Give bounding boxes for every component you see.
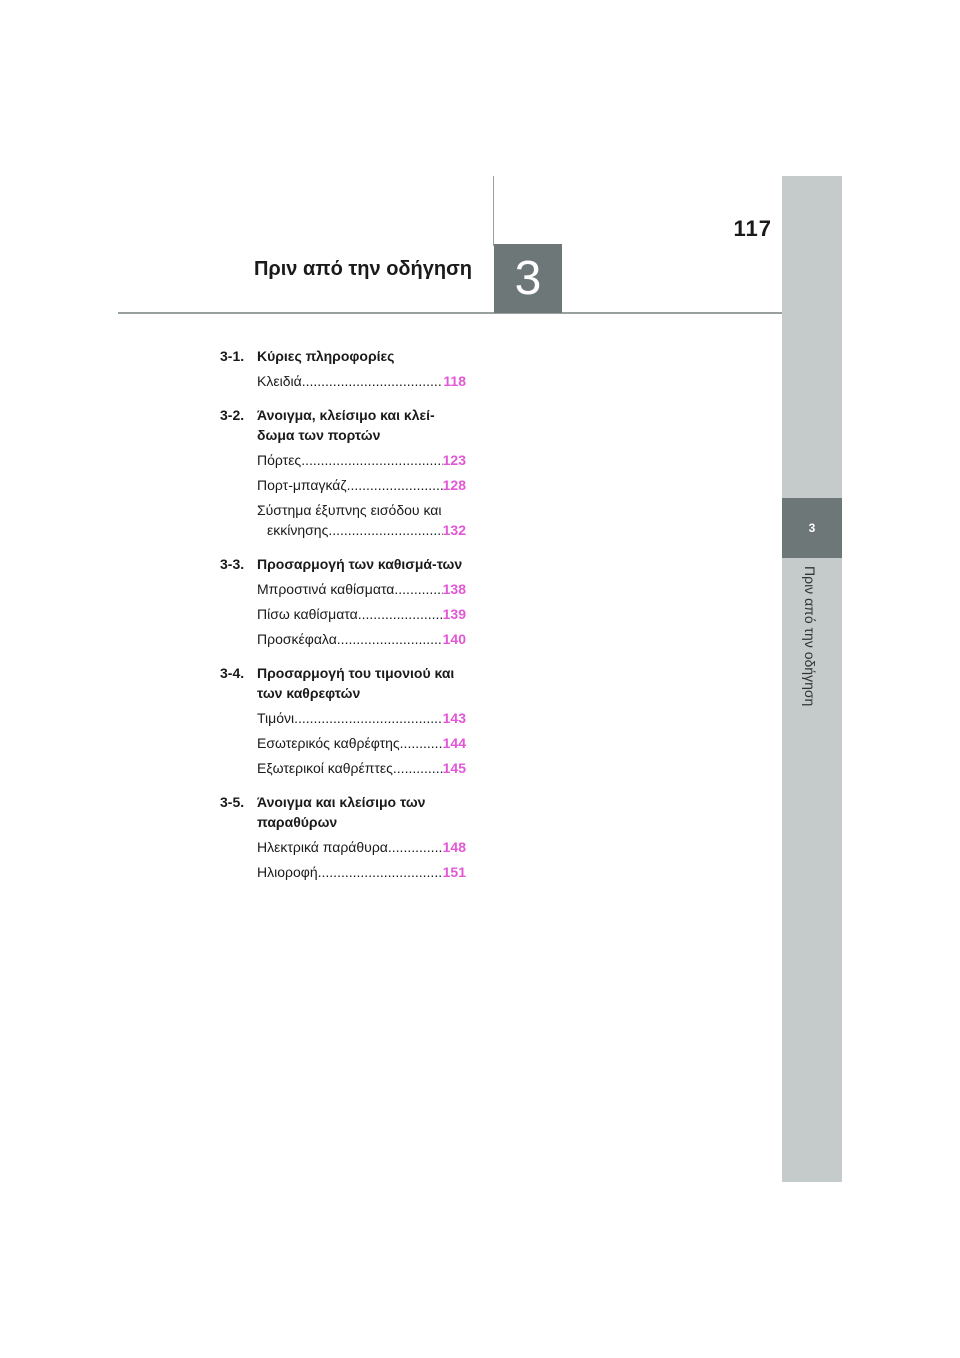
- toc-section-3-1: 3-1. Κύριες πληροφορίες: [220, 348, 395, 364]
- page-link[interactable]: 145: [442, 760, 466, 776]
- chapter-title: Πριν από την οδήγηση: [253, 258, 472, 280]
- toc-entry[interactable]: Μπροστινά καθίσματα ..... 138: [220, 579, 466, 599]
- toc-entry[interactable]: Εσωτερικός καθρέφτης ..... 144: [220, 733, 466, 753]
- side-chapter-tab[interactable]: 3: [782, 498, 842, 558]
- page-link[interactable]: 128: [442, 477, 466, 493]
- page-link[interactable]: 139: [442, 606, 466, 622]
- page-link[interactable]: 140: [442, 631, 466, 647]
- side-chapter-label: Πριν από την οδήγηση: [802, 566, 818, 707]
- table-of-contents: [220, 346, 466, 882]
- page-link[interactable]: 143: [442, 710, 466, 726]
- page-number: 117: [733, 216, 772, 241]
- toc-entry[interactable]: Πόρτες ..... 123: [220, 450, 466, 470]
- chapter-number-box: 3: [494, 244, 562, 313]
- page-link[interactable]: 151: [442, 864, 466, 880]
- page-link[interactable]: 138: [442, 581, 466, 597]
- header-divider-vertical: [493, 176, 494, 246]
- toc-entry[interactable]: Εξωτερικοί καθρέπτες ..... 145: [220, 758, 466, 778]
- toc-entry[interactable]: Κλειδιά ..... 118: [220, 371, 466, 391]
- toc-entry[interactable]: Πίσω καθίσματα ..... 139: [220, 604, 466, 624]
- page-link[interactable]: 132: [442, 522, 466, 538]
- page-link[interactable]: 118: [443, 373, 466, 389]
- toc-section-3-3: 3-3. Προσαρμογή των καθισμά-των: [220, 556, 463, 572]
- page-link[interactable]: 144: [442, 735, 466, 751]
- toc-entry[interactable]: Προσκέφαλα ..... 140: [220, 629, 466, 649]
- toc-section-3-5: 3-5. Άνοιγμα και κλείσιμο των παραθύρων: [220, 794, 426, 830]
- toc-entry[interactable]: Ηλιοροφή ..... 151: [220, 862, 466, 882]
- toc-section-3-4: 3-4. Προσαρμογή του τιμονιού και των καθρεφτών: [220, 665, 455, 701]
- page-link[interactable]: 123: [442, 452, 466, 468]
- toc-entry[interactable]: Πορτ-μπαγκάζ ..... 128: [220, 475, 466, 495]
- toc-section-3-2: 3-2. Άνοιγμα, κλείσιμο και κλεί-δωμα των πορτών: [220, 407, 435, 443]
- page-link[interactable]: 148: [442, 839, 466, 855]
- toc-entry[interactable]: Σύστημα έξυπνης εισόδου και εκκίνησης ..... 132: [220, 500, 466, 540]
- toc-entry[interactable]: Ηλεκτρικά παράθυρα ..... 148: [220, 837, 466, 857]
- toc-entry[interactable]: Τιμόνι ..... 143: [220, 708, 466, 728]
- header-rule: [118, 312, 782, 314]
